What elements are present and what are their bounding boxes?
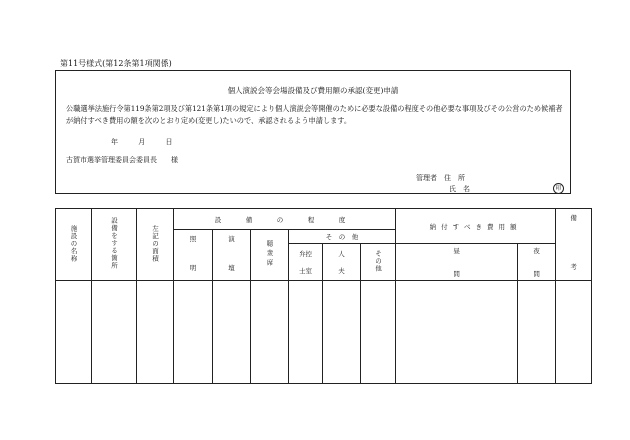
header-area-text: 左記の面積 [151, 224, 159, 263]
header-waiting-room-bottom: 士室 [299, 267, 312, 275]
cell-nighttime[interactable] [518, 281, 556, 384]
header-audience-seats [251, 230, 289, 281]
form-number: 第11号様式(第12条第1項関係) [60, 59, 172, 68]
header-equipment-location-text: 設備をする箇所 [110, 217, 118, 270]
header-podium-bottom: 壇 [228, 264, 235, 272]
cell-waiting-room[interactable] [289, 281, 323, 384]
header-fees [396, 209, 556, 244]
equipment-table [55, 208, 592, 384]
header-remarks [556, 209, 592, 281]
header-equipment-location [92, 209, 137, 281]
cell-audience-seats[interactable] [251, 281, 289, 384]
manager-address-label: 管理者 住 所 [416, 174, 465, 182]
header-fees-text: 納付すべき費用額 [429, 222, 522, 231]
header-other [289, 230, 396, 244]
header-lighting [174, 230, 213, 281]
header-daytime-bottom: 間 [453, 270, 460, 278]
header-facility-name [56, 209, 92, 281]
header-daytime [396, 244, 518, 281]
header-other-text: そ の 他 [325, 233, 359, 241]
header-nighttime-top: 夜 [533, 247, 540, 255]
cell-area[interactable] [137, 281, 174, 384]
header-daytime-top: 昼 [453, 247, 460, 255]
cell-lighting[interactable] [174, 281, 213, 384]
addressee: 古賀市選挙管理委員会委員長 様 [66, 156, 178, 164]
cell-other[interactable] [361, 281, 396, 384]
header-podium [213, 230, 251, 281]
header-nighttime-bottom: 間 [533, 270, 540, 278]
header-nighttime [518, 244, 556, 281]
manager-name-label: 氏 名 [449, 185, 470, 193]
header-area [137, 209, 174, 281]
cell-daytime[interactable] [396, 281, 518, 384]
header-waiting-room-top: 弁控 [299, 250, 312, 258]
seal-mark: 印 [553, 183, 564, 194]
table-row [56, 281, 592, 384]
application-section [55, 70, 571, 194]
header-equipment-degree-text: 設 備 の 程 度 [214, 215, 355, 224]
cell-equipment-location[interactable] [92, 281, 137, 384]
header-waiting-room [289, 244, 323, 281]
header-podium-top: 演 [228, 235, 235, 243]
cell-facility-name[interactable] [56, 281, 92, 384]
header-staff-top: 人 [338, 250, 345, 258]
application-date: 年 月 日 [111, 138, 173, 146]
header-equipment-degree [174, 209, 396, 230]
cell-remarks[interactable] [556, 281, 592, 384]
header-lighting-bottom: 明 [189, 264, 197, 272]
header-other-sub [361, 244, 396, 281]
application-title: 個人演説会等会場設備及び費用額の承認(変更)申請 [227, 86, 399, 95]
header-remarks-bottom: 考 [570, 263, 577, 271]
cell-staff[interactable] [323, 281, 361, 384]
header-facility-name-text: 施設の名称 [69, 224, 78, 263]
header-staff-bottom: 夫 [338, 267, 345, 275]
header-staff [323, 244, 361, 281]
header-audience-seats-text: 聴衆席 [265, 239, 274, 269]
header-lighting-top: 照 [189, 235, 197, 243]
cell-podium[interactable] [213, 281, 251, 384]
header-remarks-top: 備 [570, 214, 577, 222]
application-body: 公職選挙法施行令第119条第2項及び第121条第1項の規定により個人演説会等開催のために必要な設備の程度その他必要な事項及びその公営のため候補者が納付すべき費用の額を次のとおり定め(変更し)たいので、承認されるよう申請します。 [66, 104, 563, 125]
header-other-sub-text: その他 [374, 249, 383, 273]
